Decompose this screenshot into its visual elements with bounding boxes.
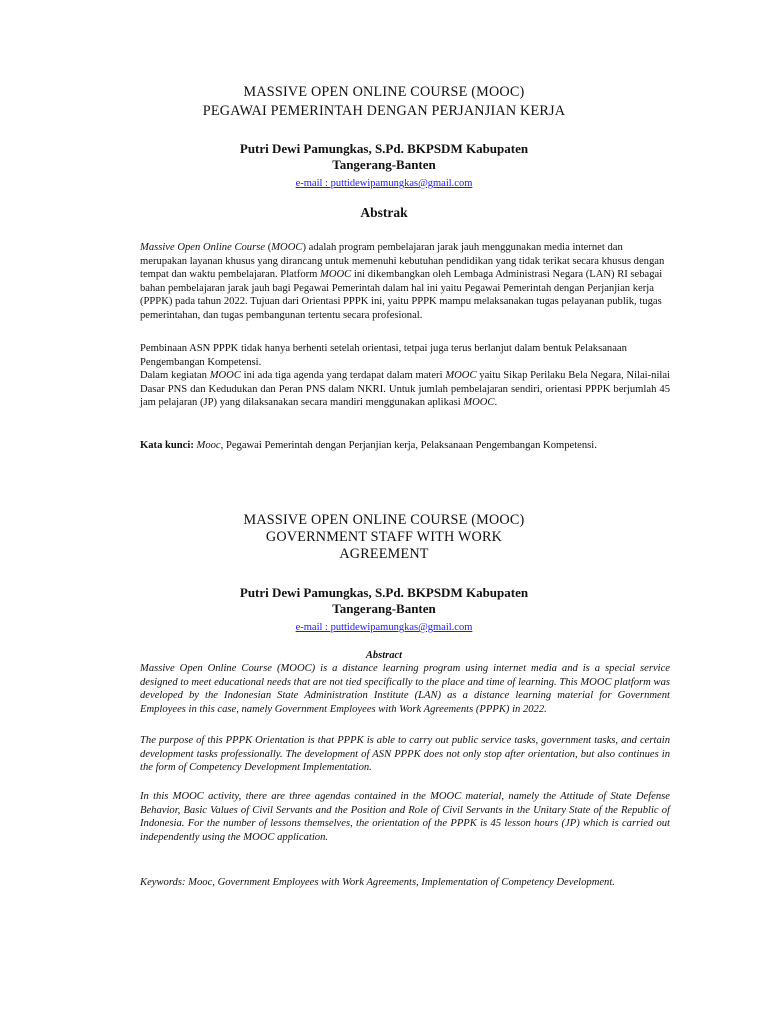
author-line-2: Tangerang-Banten (332, 157, 436, 172)
section-indonesian (0, 84, 768, 221)
abstract-en-heading: Abstract (365, 650, 403, 661)
kata-kunci-paragraph: Kata kunci: Mooc, Pegawai Pemerintah dengan Perjanjian kerja, Pelaksanaan Pengembangan Kompetensi. (140, 440, 597, 451)
abstract-en-paragraph-3: In this MOOC activity, there are three agendas contained in the MOOC material, namely the Attitude of State Defense Behavior, Basic Values of Civil Servants and the Position and Role of Civil Servants in the Unitary State of the Republic of Indonesia. For the number of lessons themselves, the orientation of the PPPK is 45 lesson hours (JP) which is carried out independently using the MOOC application. (140, 791, 670, 843)
title-line-1: MASSIVE OPEN ONLINE COURSE (MOOC) (243, 84, 525, 100)
title-line-2: PEGAWAI PEMERINTAH DENGAN PERJANJIAN KERJA (202, 103, 566, 119)
abstrak-paragraph-2: Pembinaan ASN PPPK tidak hanya berhenti setelah orientasi, tetpai juga terus berlanjut dalam bentuk Pelaksanaan Pengembangan Kompetensi. (140, 343, 627, 368)
email-link[interactable]: e-mail : puttidewipamungkas@gmail.com (295, 178, 473, 189)
author-line-1: Putri Dewi Pamungkas, S.Pd. BKPSDM Kabupaten (239, 141, 529, 156)
author-en-line-2: Tangerang-Banten (332, 601, 436, 616)
keywords-en-paragraph: Keywords: Mooc, Government Employees with Work Agreements, Implementation of Competency Development. (140, 877, 615, 888)
abstract-en-paragraph-1: Massive Open Online Course (MOOC) is a distance learning program using internet media and is a special service designed to meet educational needs that are not tied specifically to the place and time of learning. This MOOC platform was developed by the Indonesian State Administration Institute (LAN) as a distance learning material for Government Employees in this case, namely Government Employees with Work Agreements (PPPK) in 2022. (140, 663, 670, 715)
title-en-line-2: GOVERNMENT STAFF WITH WORK (265, 529, 503, 545)
abstrak-paragraph-3: Dalam kegiatan MOOC ini ada tiga agenda yang terdapat dalam materi MOOC yaitu Sikap Perilaku Bela Negara, Nilai-nilai Dasar PNS dan Kedudukan dan Peran PNS dalam NKRI. Untuk jumlah pembelajaran sendiri, orientasi PPPK berjumlah 45 jam pelajaran (JP) yang dilaksanakan secara mandiri menggunakan aplikasi MOOC. (140, 370, 670, 409)
author-en-line-1: Putri Dewi Pamungkas, S.Pd. BKPSDM Kabupaten (239, 585, 529, 600)
title-en-line-3: AGREEMENT (339, 546, 429, 562)
abstract-en-paragraph-2: The purpose of this PPPK Orientation is that PPPK is able to carry out public service tasks, government tasks, and certain development tasks professionally. The development of ASN PPPK does not only stop after orientation, but also continues in the form of Competency Development Implementation. (140, 735, 670, 774)
title-en-line-1: MASSIVE OPEN ONLINE COURSE (MOOC) (243, 512, 525, 528)
email-en-link[interactable]: e-mail : puttidewipamungkas@gmail.com (295, 622, 473, 633)
section-english (0, 512, 768, 663)
abstrak-paragraph-1: Massive Open Online Course (MOOC) adalah program pembelajaran jarak jauh menggunakan media internet dan merupakan layanan khusus yang dirancang untuk memenuhi kebutuhan pendidikan yang tidak terikat secara khusus dengan tempat dan waktu pembelajaran. Platform MOOC ini dikembangkan oleh Lembaga Administrasi Negara (LAN) RI sebagai bahan pembelajaran jarak jauh bagi Pegawai Pemerintah dalam hal ini yaitu Pegawai Pemerintah dengan Perjanjian kerja (PPPK) pada tahun 2022. Tujuan dari Orientasi PPPK ini, yaitu PPPK mampu melaksanakan tugas pelayanan publik, tugas pemerintahan, dan tugas pembangunan tertentu secara profesional. (140, 242, 665, 321)
abstract-heading: Abstrak (360, 205, 408, 220)
